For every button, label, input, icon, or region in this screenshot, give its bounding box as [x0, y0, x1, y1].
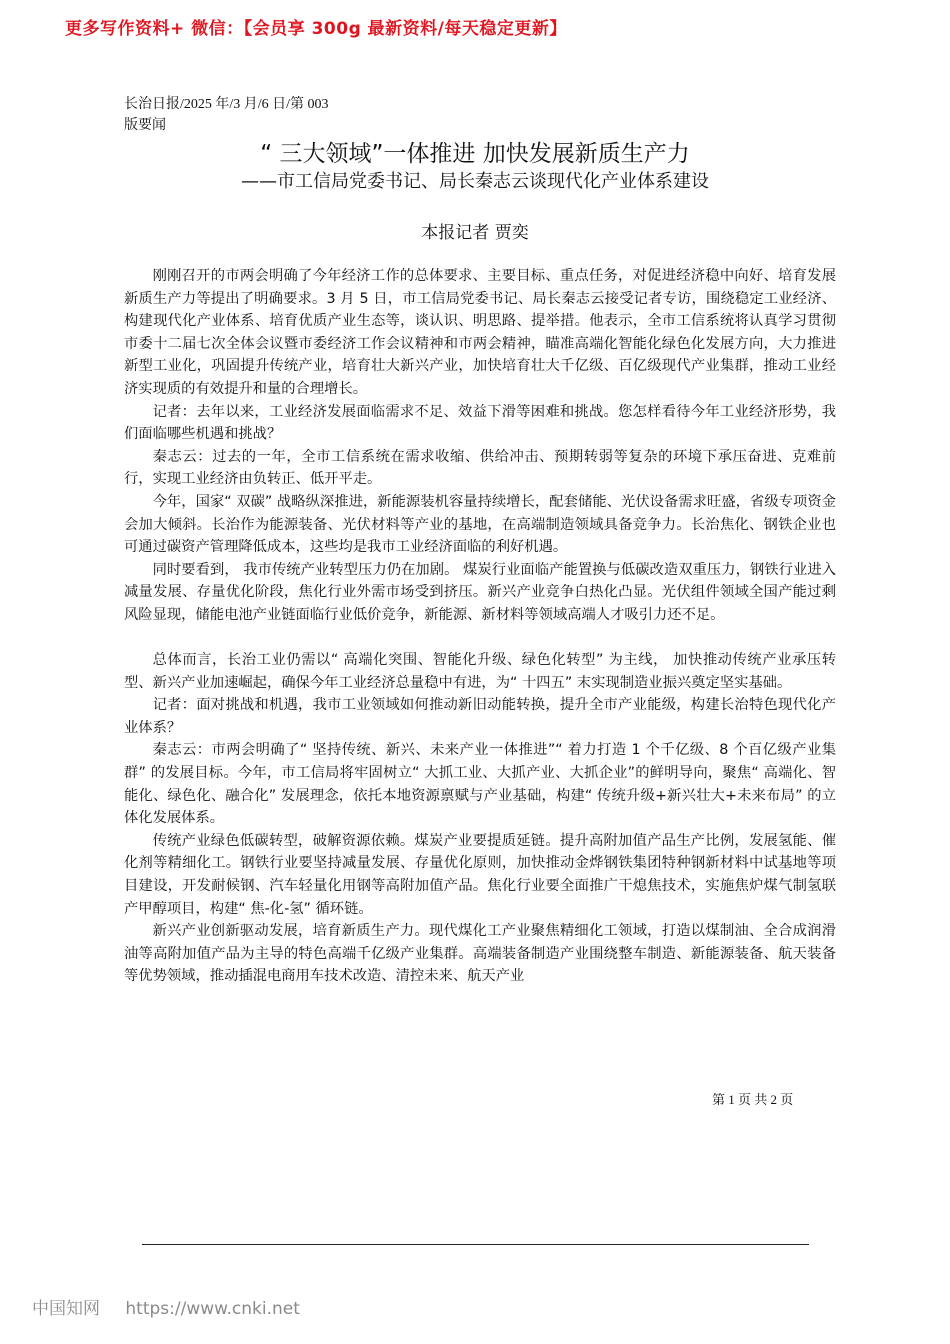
- paragraph: 今年，国家“ 双碳” 战略纵深推进，新能源装机容量持续增长，配套储能、光伏设备需求旺盛，省级专项资金会加大倾斜。长治作为能源装备、光伏材料等产业的基地，在高端制造领域具备竞争力。长治焦化、钢铁企业也可通过碳资产管理降低成本，这些均是我市工业经济面临的利好机遇。: [124, 493, 836, 556]
- paragraph: 秦志云：市两会明确了“ 坚持传统、新兴、未来产业一体推进”“ 着力打造 1 个千亿级、8 个百亿级产业集群” 的发展目标。今年，市工信局将牢固树立“ 大抓工业、大抓产业、大抓企业”的鲜明导向，聚焦“ 高端化、智能化、绿色化、融合化” 发展理念，依托本地资源禀赋与产业基础，构建“ 传统升级+新兴壮大+未来布局” 的立体化发展体系。: [124, 742, 836, 827]
- footer-watermark: [32, 1294, 300, 1319]
- article-byline: 本报记者 贾奕: [421, 223, 529, 243]
- footer-url[interactable]: https://www.cnki.net: [125, 1299, 300, 1319]
- paragraph: 总体而言，长治工业仍需以“ 高端化突围、智能化升级、绿色化转型” 为主线， 加快推动传统产业承压转型、新兴产业加速崛起，确保今年工业经济总量稳中有进，为“ 十四五” 末实现制造业振兴奠定坚实基础。: [124, 652, 836, 691]
- paragraph: 新兴产业创新驱动发展，培育新质生产力。现代煤化工产业聚焦精细化工领域，打造以煤制油、全合成润滑油等高附加值产品为主导的特色高端千亿级产业集群。高端装备制造产业围绕整车制造、新能源装备、航天装备等优势领域，推动插混电商用车技术改造、清控未来、航天产业: [124, 923, 836, 985]
- paragraph: 刚刚召开的市两会明确了今年经济工作的总体要求、主要目标、重点任务，对促进经济稳中向好、培育发展新质生产力等提出了明确要求。3 月 5 日，市工信局党委书记、局长秦志云接受记者专访，围绕稳定工业经济、构建现代化产业体系、培育优质产业生态等，谈认识、明思路、提举措。他表示，全市工信系统将认真学习贯彻市委十二届七次全体会议暨市委经济工作会议精神和市两会精神，瞄准高端化智能化绿色化发展方向，大力推进新型工业化，巩固提升传统产业，培育壮大新兴产业，加快培育壮大千亿级、百亿级现代产业集群，推动工业经济实现质的有效提升和量的合理增长。: [124, 268, 836, 397]
- source-line: 长治日报/2025 年/3 月/6 日/第 003: [124, 97, 329, 112]
- footer-divider: [142, 1244, 809, 1245]
- paragraph: 记者：去年以来，工业经济发展面临需求不足、效益下滑等困难和挑战。您怎样看待今年工业经济形势，我们面临哪些机遇和挑战？: [124, 403, 836, 443]
- footer-brand: 中国知网: [32, 1299, 100, 1319]
- article-title: “ 三大领域”一体推进 加快发展新质生产力: [260, 141, 690, 167]
- page-indicator: 第 1 页 共 2 页: [712, 1092, 794, 1107]
- source-meta: [124, 94, 329, 136]
- section-label: 版要闻: [124, 118, 166, 133]
- article-body: [124, 265, 836, 988]
- paragraph: 记者：面对挑战和机遇，我市工业领域如何推动新旧动能转换，提升全市产业能级，构建长治特色现代化产业体系？: [124, 697, 836, 736]
- paragraph: 同时要看到， 我市传统产业转型压力仍在加剧。 煤炭行业面临产能置换与低碳改造双重压力，钢铁行业进入减量发展、存量优化阶段，焦化行业外需市场受到挤压。新兴产业竞争白热化凸显。光伏组件领域全国产能过剩风险显现，储能电池产业链面临行业低价竞争，新能源、新材料等领域高端人才吸引力还不足。: [124, 561, 836, 623]
- promo-banner: 更多写作资料+ 微信：【会员享 300g 最新资料/每天稳定更新】: [65, 19, 567, 39]
- paragraph: 传统产业绿色低碳转型，破解资源依赖。煤炭产业要提质延链。提升高附加值产品生产比例，发展氢能、催化剂等精细化工。钢铁行业要坚持减量发展、存量优化原则，加快推动金烨钢铁集团特种钢新材料中试基地等项目建设，开发耐候钢、汽车轻量化用钢等高附加值产品。焦化行业要全面推广干熄焦技术，实施焦炉煤气制氢联产甲醇项目，构建“ 焦-化-氢” 循环链。: [124, 832, 836, 917]
- article-subtitle: ——市工信局党委书记、局长秦志云谈现代化产业体系建设: [241, 171, 709, 192]
- paragraph: 秦志云：过去的一年，全市工信系统在需求收缩、供给冲击、预期转弱等复杂的环境下承压奋进、克难前行，实现工业经济由负转正、低开平走。: [124, 448, 836, 488]
